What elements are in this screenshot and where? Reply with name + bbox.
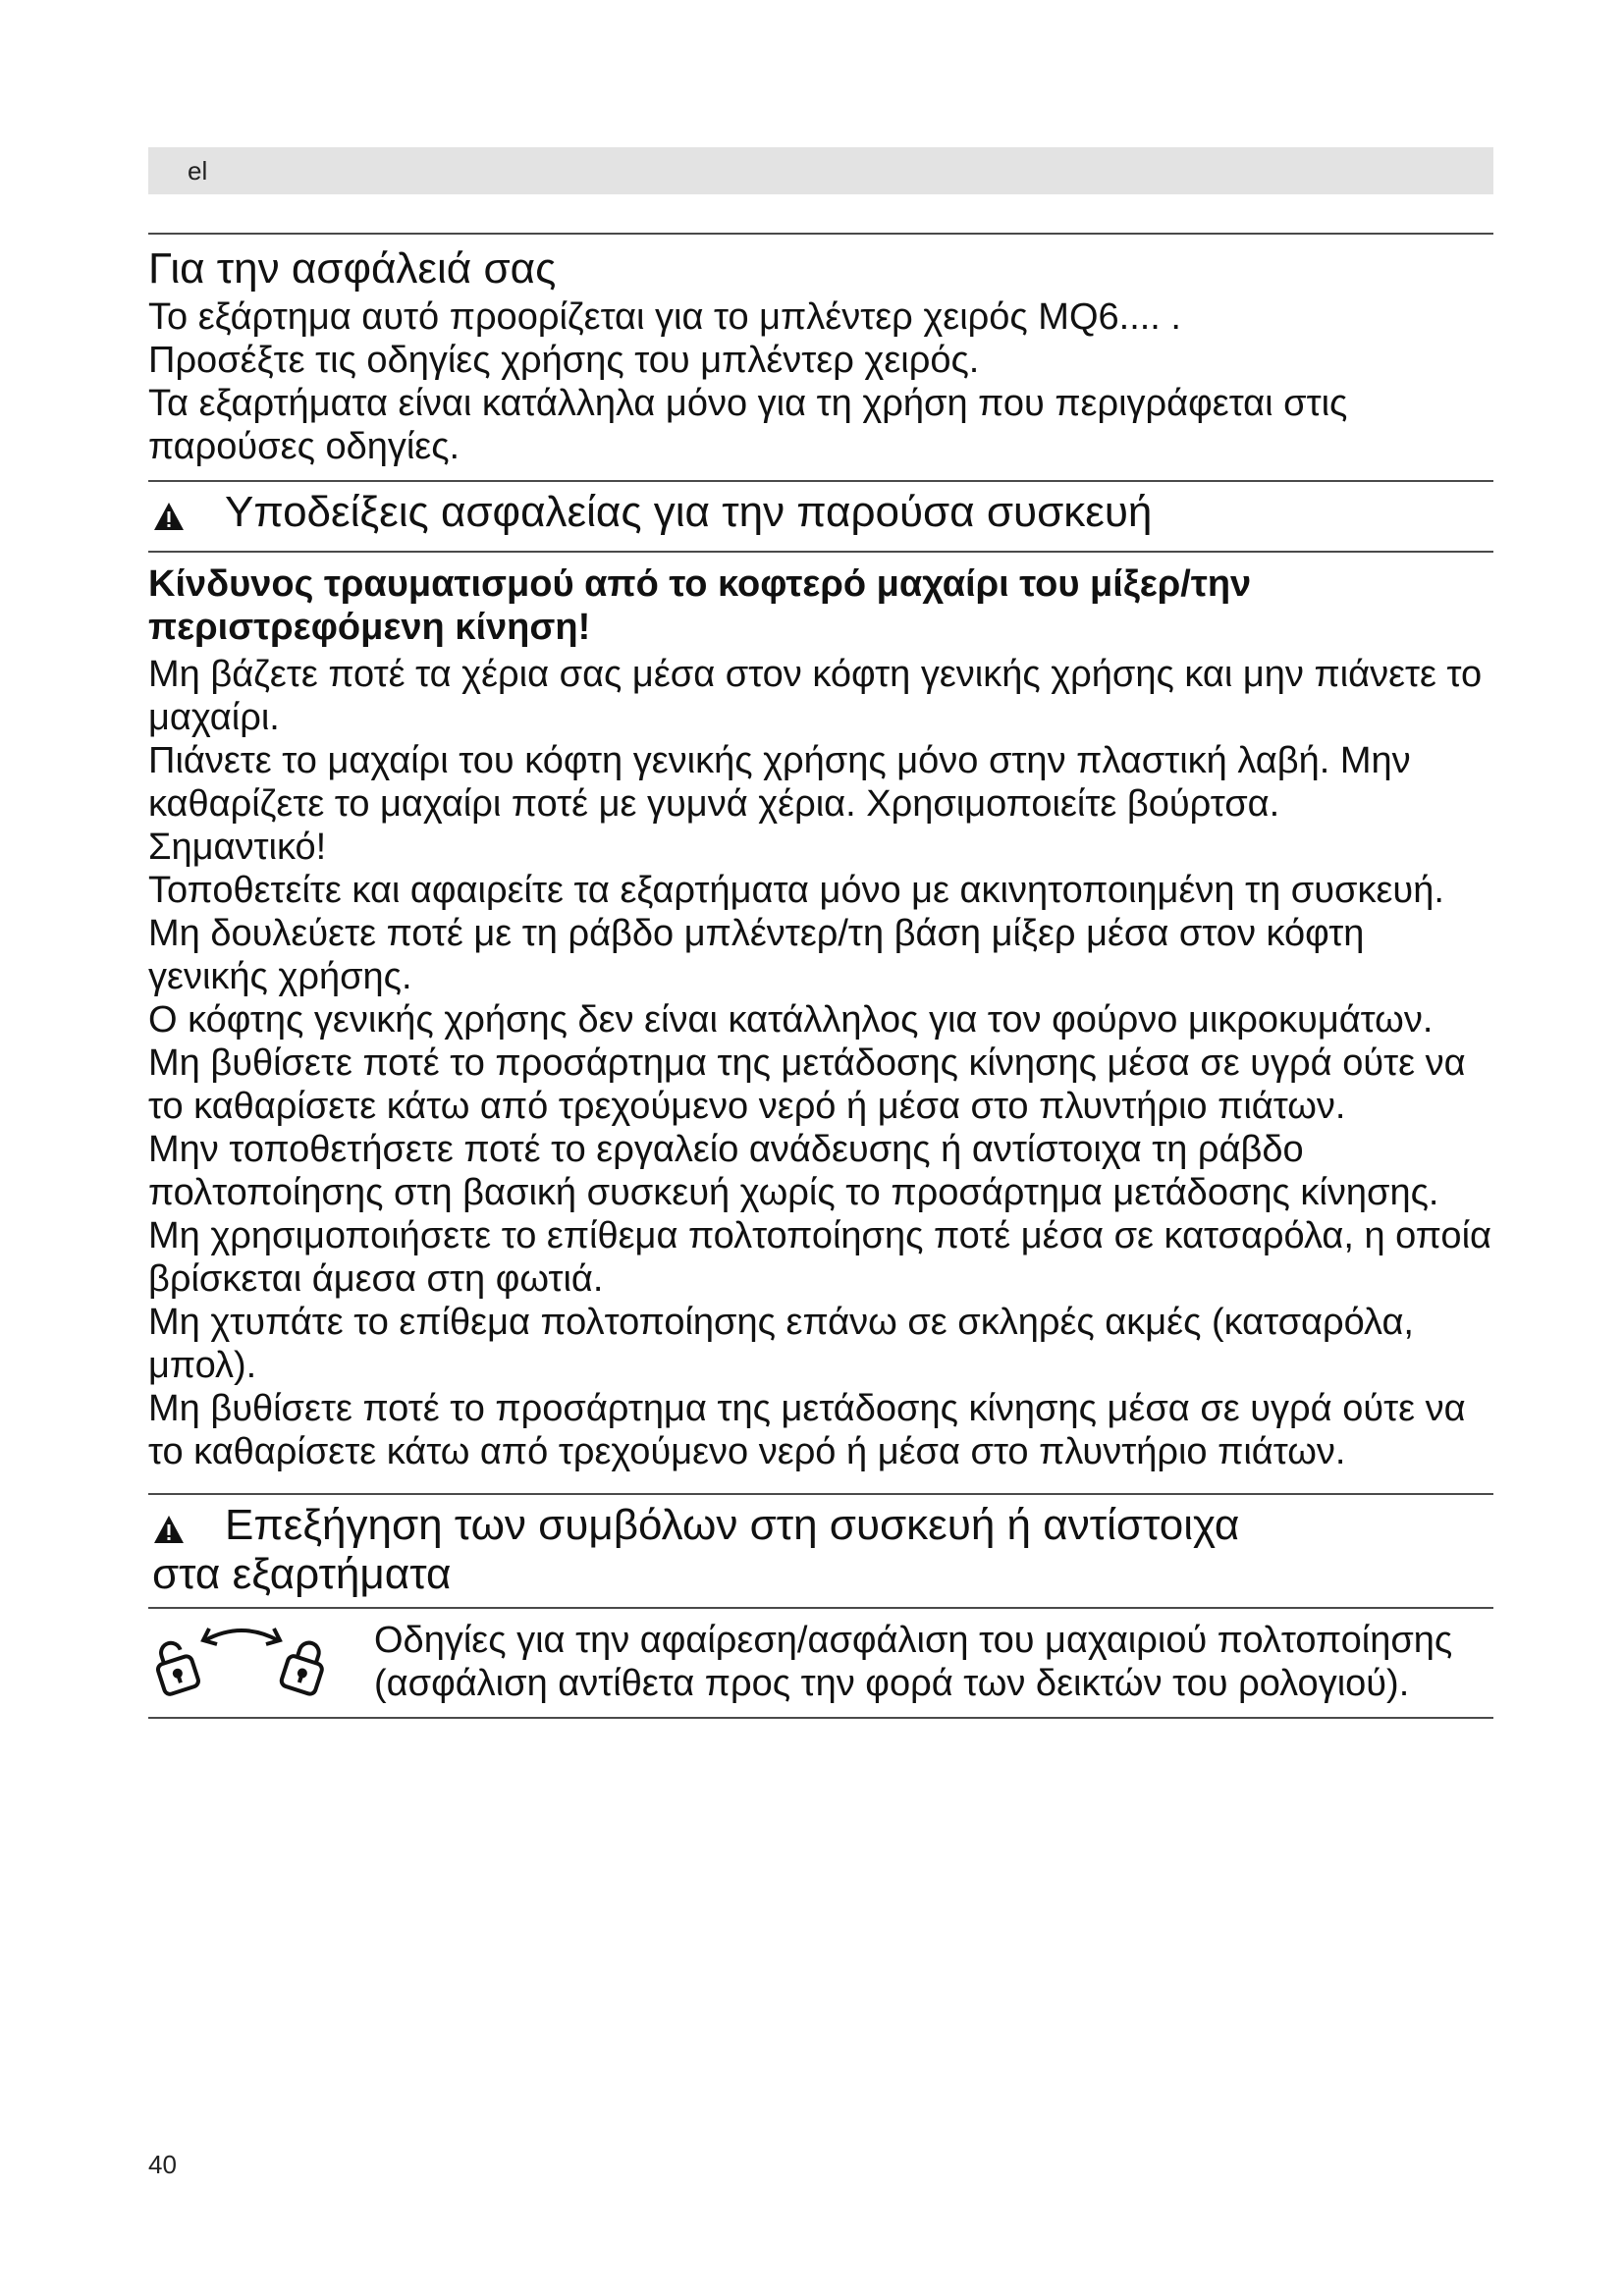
section-divider <box>148 233 1493 235</box>
important-paragraph-6: Μη χρησιμοποιήσετε το επίθεμα πολτοποίησης ποτέ μέσα σε κατσαρόλα, η οποία βρίσκεται άμεσα στη φωτιά. <box>148 1215 1491 1300</box>
section-title-symbols <box>148 1495 1493 1607</box>
page-number: 40 <box>148 2150 177 2179</box>
danger-heading: Κίνδυνος τραυματισμού από το κοφτερό μαχαίρι του μίξερ/την περιστρεφόμενη κίνηση! <box>148 563 1252 648</box>
section-title-safety-notes <box>148 482 1493 551</box>
section-divider <box>148 1717 1493 1719</box>
important-paragraph-8: Μη βυθίσετε ποτέ το προσάρτημα της μετάδοσης κίνησης μέσα σε υγρά ούτε να το καθαρίσετε κάτω από τρεχούμενο νερό ή μέσα στο πλυντήριο πιάτων. <box>148 1388 1466 1472</box>
intro-paragraph-3: Τα εξαρτήματα είναι κατάλληλα μόνο για τη χρήση που περιγράφεται στις παρούσες οδηγίες. <box>148 383 1348 467</box>
section-title-safety: Για την ασφάλειά σας <box>148 244 557 293</box>
important-paragraph-1: Τοποθετείτε και αφαιρείτε τα εξαρτήματα μόνο με ακινητοποιημένη τη συσκευή. <box>148 870 1444 911</box>
important-paragraph-2: Μη δουλεύετε ποτέ με τη ράβδο μπλέντερ/τη βάση μίξερ μέσα στον κόφτη γενικής χρήσης. <box>148 913 1365 997</box>
danger-paragraph-2: Πιάνετε το μαχαίρι του κόφτη γενικής χρήσης μόνο στην πλαστική λαβή. Μην καθαρίζετε το μαχαίρι ποτέ με γυμνά χέρια. Χρησιμοποιείτε βούρτσα. <box>148 740 1411 825</box>
language-code: el <box>188 156 208 186</box>
section-divider <box>148 551 1493 553</box>
page-content <box>148 233 1493 1719</box>
important-paragraph-7: Μη χτυπάτε το επίθεμα πολτοποίησης επάνω σε σκληρές ακμές (κατσαρόλα, μπολ). <box>148 1302 1414 1386</box>
warning-triangle-icon <box>152 494 186 543</box>
section-3-heading-line-1: Επεξήγηση των συμβόλων στη συσκευή ή αντίστοιχα <box>225 1501 1240 1549</box>
important-paragraph-5: Μην τοποθετήσετε ποτέ το εργαλείο ανάδευσης ή αντίστοιχα τη ράβδο πολτοποίησης στη βασική συσκευή χωρίς το προσάρτημα μετάδοσης κίνησης. <box>148 1129 1439 1213</box>
important-paragraph-4: Μη βυθίσετε ποτέ το προσάρτημα της μετάδοσης κίνησης μέσα σε υγρά ούτε να το καθαρίσετε κάτω από τρεχούμενο νερό ή μέσα στο πλυντήριο πιάτων. <box>148 1042 1466 1127</box>
section-3-heading <box>152 1501 1240 1599</box>
symbol-explanation-text: Οδηγίες για την αφαίρεση/ασφάλιση του μαχαιριού πολτοποίησης (ασφάλιση αντίθετα προς την φορά των δεικτών του ρολογιού). <box>374 1620 1453 1704</box>
lock-unlock-arrow-icon <box>148 1619 374 1702</box>
intro-paragraph-2: Προσέξτε τις οδηγίες χρήσης του μπλέντερ χειρός. <box>148 340 980 381</box>
important-paragraph-3: Ο κόφτης γενικής χρήσης δεν είναι κατάλληλος για τον φούρνο μικροκυμάτων. <box>148 999 1434 1041</box>
intro-paragraph-1: Το εξάρτημα αυτό προορίζεται για το μπλέντερ χειρός MQ6.... . <box>148 296 1181 338</box>
danger-paragraph-1: Μη βάζετε ποτέ τα χέρια σας μέσα στον κόφτη γενικής χρήσης και μην πιάνετε το μαχαίρι. <box>148 654 1483 738</box>
symbol-explanation-row <box>148 1609 1493 1717</box>
important-heading: Σημαντικό! <box>148 827 327 868</box>
language-bar <box>148 147 1493 194</box>
section-3-heading-line-2: στα εξαρτήματα <box>152 1550 452 1598</box>
section-2-heading: Υποδείξεις ασφαλείας για την παρούσα συσκευή <box>225 488 1153 536</box>
warning-triangle-icon <box>152 1507 186 1556</box>
